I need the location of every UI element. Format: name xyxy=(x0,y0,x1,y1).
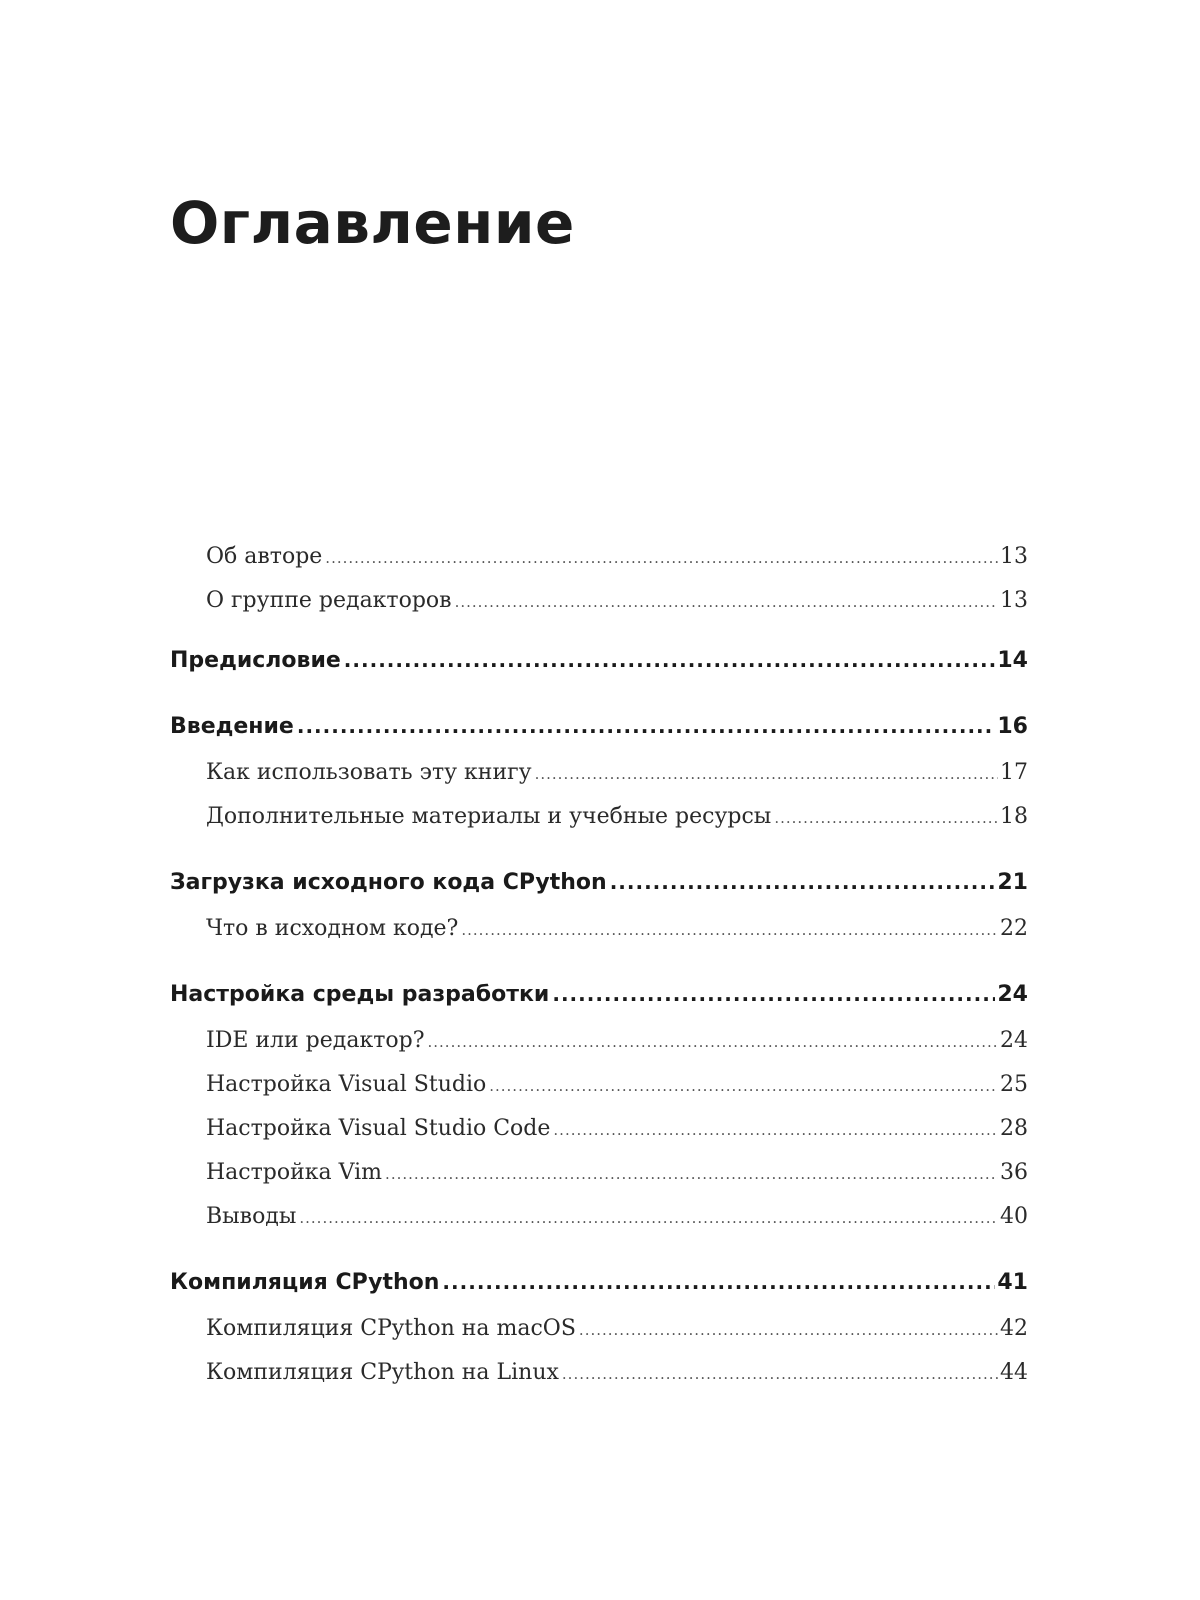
toc-entry-title: Настройка Visual Studio xyxy=(206,1072,487,1097)
toc-entry-page: 28 xyxy=(1000,1116,1028,1141)
dot-leader xyxy=(299,1196,998,1240)
toc-entry-page: 17 xyxy=(1000,760,1028,785)
toc-entry-title: Об авторе xyxy=(206,544,323,569)
toc-entry-extra-materials[interactable] xyxy=(170,795,1028,839)
dot-leader xyxy=(344,637,996,683)
toc-entry-whats-in-source[interactable] xyxy=(170,907,1028,951)
page-title: Оглавление xyxy=(170,189,575,257)
toc-chapter-page: 21 xyxy=(997,870,1028,895)
toc-chapter-page: 24 xyxy=(997,982,1028,1007)
table-of-contents xyxy=(170,535,1028,1395)
dot-leader xyxy=(489,1064,998,1108)
toc-entry-ide-or-editor[interactable] xyxy=(170,1019,1028,1063)
toc-entry-title: Настройка Vim xyxy=(206,1160,383,1185)
toc-chapter-preface[interactable] xyxy=(170,637,1028,683)
dot-leader xyxy=(442,1259,995,1305)
dot-leader xyxy=(552,971,995,1017)
dot-leader xyxy=(610,859,996,905)
toc-chapter-page: 41 xyxy=(997,1270,1028,1295)
dot-leader xyxy=(774,796,998,840)
toc-entry-page: 25 xyxy=(1000,1072,1028,1097)
toc-entry-title: Настройка Visual Studio Code xyxy=(206,1116,551,1141)
toc-entry-about-author[interactable] xyxy=(170,535,1028,579)
toc-entry-editors[interactable] xyxy=(170,579,1028,623)
toc-entry-title: IDE или редактор? xyxy=(206,1028,425,1053)
toc-entry-page: 13 xyxy=(1000,544,1028,569)
toc-chapter-title: Предисловие xyxy=(170,648,341,673)
dot-leader xyxy=(553,1108,998,1152)
toc-chapter-title: Введение xyxy=(170,714,294,739)
toc-chapter-download-source[interactable] xyxy=(170,859,1028,905)
toc-chapter-dev-environment[interactable] xyxy=(170,971,1028,1017)
toc-entry-title: Что в исходном коде? xyxy=(206,916,459,941)
toc-entry-title: Дополнительные материалы и учебные ресурсы xyxy=(206,804,772,829)
dot-leader xyxy=(385,1152,998,1196)
toc-entry-visual-studio[interactable] xyxy=(170,1063,1028,1107)
toc-entry-title: Как использовать эту книгу xyxy=(206,760,532,785)
toc-entry-page: 40 xyxy=(1000,1204,1028,1229)
toc-entry-page: 42 xyxy=(1000,1316,1028,1341)
dot-leader xyxy=(535,752,998,796)
toc-entry-page: 24 xyxy=(1000,1028,1028,1053)
toc-entry-page: 22 xyxy=(1000,916,1028,941)
toc-entry-title: Компиляция CPython на macOS xyxy=(206,1316,576,1341)
toc-entry-page: 18 xyxy=(1000,804,1028,829)
dot-leader xyxy=(297,703,996,749)
toc-entry-vim[interactable] xyxy=(170,1151,1028,1195)
dot-leader xyxy=(579,1308,998,1352)
dot-leader xyxy=(455,580,998,624)
toc-entry-title: Компиляция CPython на Linux xyxy=(206,1360,559,1385)
dot-leader xyxy=(428,1020,999,1064)
toc-chapter-title: Настройка среды разработки xyxy=(170,982,550,1007)
toc-entry-page: 13 xyxy=(1000,588,1028,613)
dot-leader xyxy=(562,1352,998,1396)
toc-entry-conclusions[interactable] xyxy=(170,1195,1028,1239)
toc-chapter-page: 16 xyxy=(997,714,1028,739)
toc-chapter-compiling[interactable] xyxy=(170,1259,1028,1305)
toc-entry-title: О группе редакторов xyxy=(206,588,452,613)
toc-chapter-title: Загрузка исходного кода CPython xyxy=(170,870,607,895)
toc-chapter-page: 14 xyxy=(997,648,1028,673)
toc-chapter-introduction[interactable] xyxy=(170,703,1028,749)
dot-leader xyxy=(461,908,998,952)
toc-entry-compile-macos[interactable] xyxy=(170,1307,1028,1351)
dot-leader xyxy=(325,536,998,580)
toc-entry-page: 36 xyxy=(1000,1160,1028,1185)
toc-entry-how-to-use[interactable] xyxy=(170,751,1028,795)
toc-entry-compile-linux[interactable] xyxy=(170,1351,1028,1395)
toc-entry-vscode[interactable] xyxy=(170,1107,1028,1151)
toc-chapter-title: Компиляция CPython xyxy=(170,1270,440,1295)
toc-entry-title: Выводы xyxy=(206,1204,297,1229)
toc-entry-page: 44 xyxy=(1000,1360,1028,1385)
